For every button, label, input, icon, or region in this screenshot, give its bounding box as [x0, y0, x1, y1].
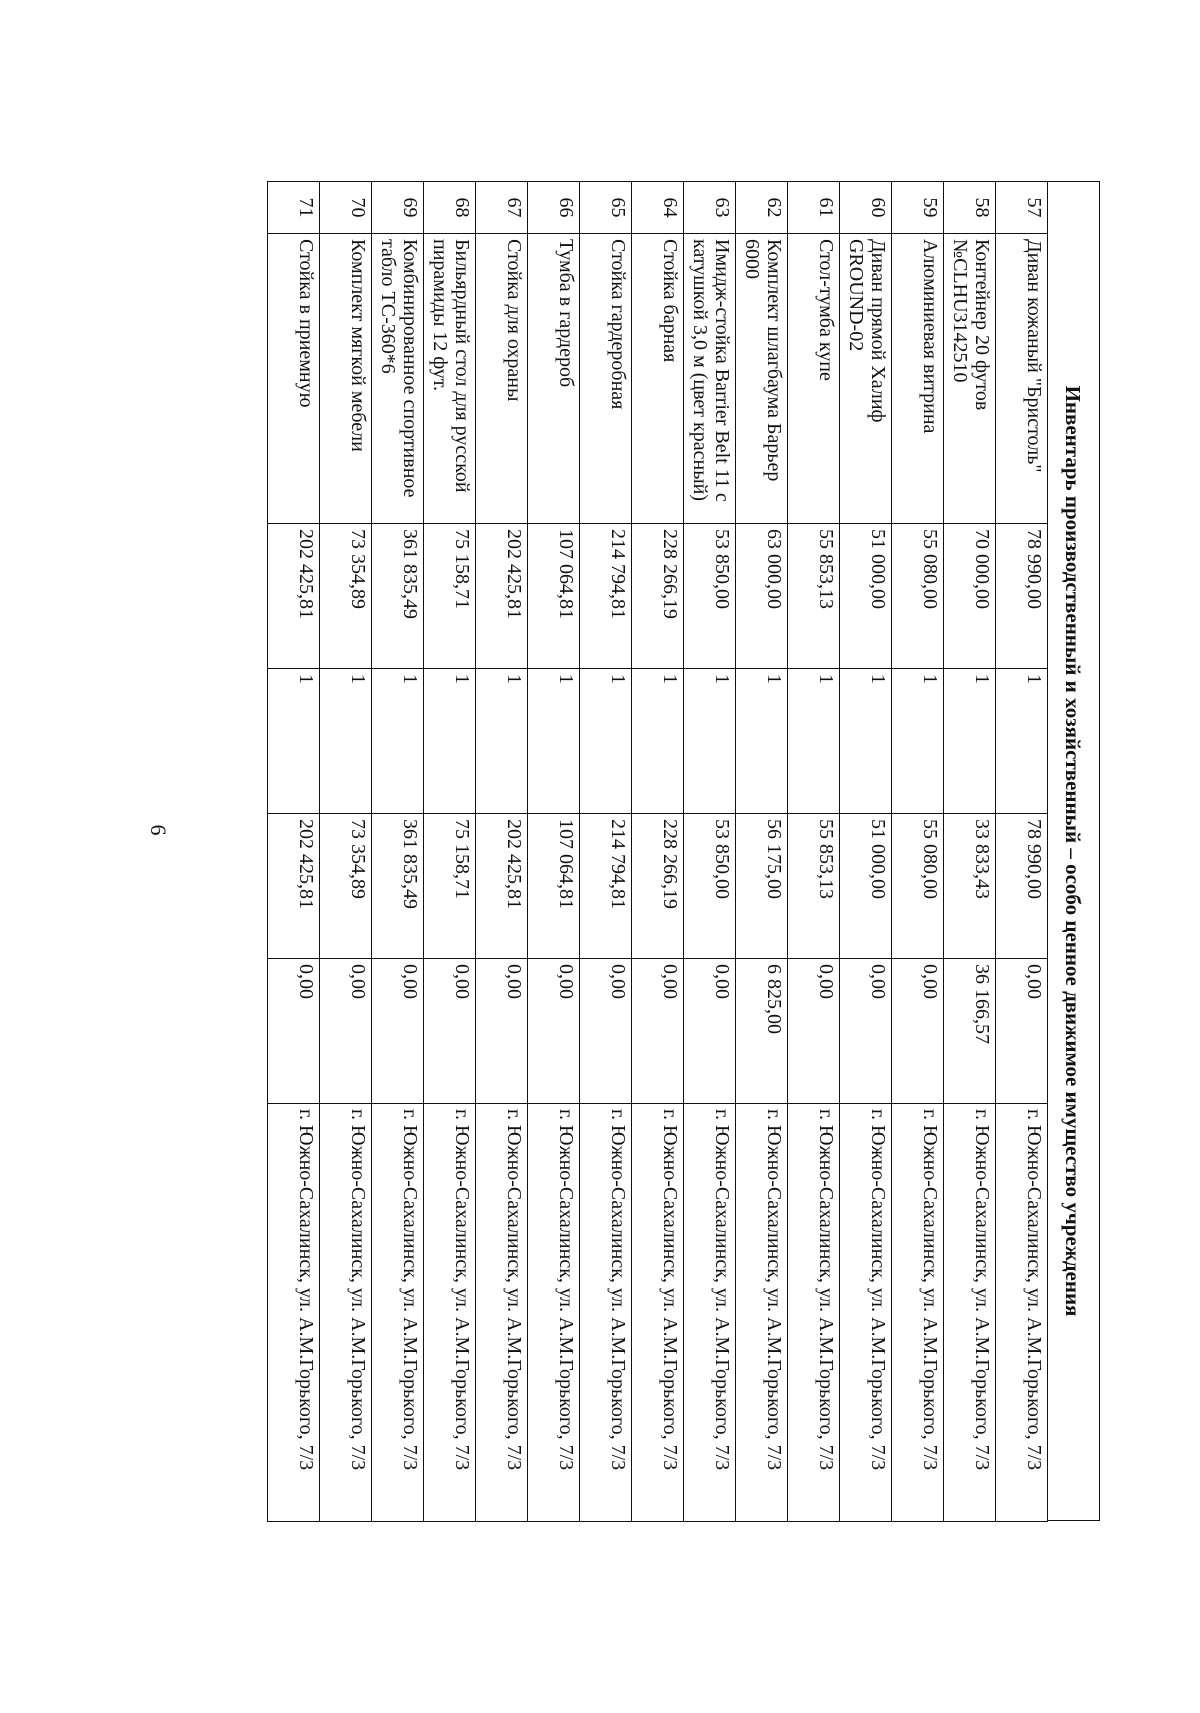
residual-value-cell: 0,00	[580, 959, 632, 1104]
address-cell: г. Южно-Сахалинск, ул. А.М.Горького, 7/3	[372, 1104, 424, 1522]
table-row	[788, 182, 840, 1522]
address-cell: г. Южно-Сахалинск, ул. А.М.Горького, 7/3	[840, 1104, 892, 1522]
address-cell: г. Южно-Сахалинск, ул. А.М.Горького, 7/3	[996, 1104, 1048, 1522]
item-name-cell: Комплект мягкой мебели	[320, 234, 372, 524]
table-title: Инвентарь производственный и хозяйственный – особо ценное движимое имущество учреждения	[1048, 181, 1100, 1521]
residual-value-cell: 0,00	[788, 959, 840, 1104]
address-cell: г. Южно-Сахалинск, ул. А.М.Горького, 7/3	[632, 1104, 684, 1522]
residual-value-cell: 0,00	[320, 959, 372, 1104]
initial-cost-cell: 78 990,00	[996, 524, 1048, 669]
residual-value-cell: 0,00	[476, 959, 528, 1104]
address-cell: г. Южно-Сахалинск, ул. А.М.Горького, 7/3	[476, 1104, 528, 1522]
table-row	[528, 182, 580, 1522]
quantity-cell: 1	[528, 669, 580, 814]
quantity-cell: 1	[684, 669, 736, 814]
residual-value-cell: 0,00	[424, 959, 476, 1104]
initial-cost-cell: 70 000,00	[944, 524, 996, 669]
table-row	[892, 182, 944, 1522]
depreciation-cell: 55 853,13	[788, 814, 840, 959]
residual-value-cell: 36 166,57	[944, 959, 996, 1104]
quantity-cell: 1	[944, 669, 996, 814]
residual-value-cell: 0,00	[528, 959, 580, 1104]
address-cell: г. Южно-Сахалинск, ул. А.М.Горького, 7/3	[944, 1104, 996, 1522]
residual-value-cell: 0,00	[632, 959, 684, 1104]
depreciation-cell: 56 175,00	[736, 814, 788, 959]
depreciation-cell: 55 080,00	[892, 814, 944, 959]
quantity-cell: 1	[840, 669, 892, 814]
initial-cost-cell: 228 266,19	[632, 524, 684, 669]
item-name-cell: Имидж-стойка Barrier Belt 11 с катушкой 3,0 м (цвет красный)	[684, 234, 736, 524]
row-number-cell: 65	[580, 182, 632, 234]
address-cell: г. Южно-Сахалинск, ул. А.М.Горького, 7/3	[424, 1104, 476, 1522]
table-row	[372, 182, 424, 1522]
address-cell: г. Южно-Сахалинск, ул. А.М.Горького, 7/3	[320, 1104, 372, 1522]
table-row	[944, 182, 996, 1522]
item-name-cell: Стойка барная	[632, 234, 684, 524]
row-number-cell: 71	[268, 182, 320, 234]
page-number: 6	[146, 824, 171, 836]
table-row	[736, 182, 788, 1522]
item-name-cell: Стол-тумба купе	[788, 234, 840, 524]
table-row	[424, 182, 476, 1522]
initial-cost-cell: 214 794,81	[580, 524, 632, 669]
quantity-cell: 1	[996, 669, 1048, 814]
item-name-cell: Контейнер 20 футов №CLHU3142510	[944, 234, 996, 524]
depreciation-cell: 33 833,43	[944, 814, 996, 959]
residual-value-cell: 0,00	[892, 959, 944, 1104]
row-number-cell: 66	[528, 182, 580, 234]
item-name-cell: Стойка в приемную	[268, 234, 320, 524]
table-row	[320, 182, 372, 1522]
quantity-cell: 1	[892, 669, 944, 814]
depreciation-cell: 214 794,81	[580, 814, 632, 959]
initial-cost-cell: 107 064,81	[528, 524, 580, 669]
item-name-cell: Диван прямой Халиф GROUND-02	[840, 234, 892, 524]
row-number-cell: 57	[996, 182, 1048, 234]
item-name-cell: Стойка для охраны	[476, 234, 528, 524]
address-cell: г. Южно-Сахалинск, ул. А.М.Горького, 7/3	[580, 1104, 632, 1522]
item-name-cell: Комплект шлагбаума Барьер 6000	[736, 234, 788, 524]
address-cell: г. Южно-Сахалинск, ул. А.М.Горького, 7/3	[736, 1104, 788, 1522]
initial-cost-cell: 63 000,00	[736, 524, 788, 669]
residual-value-cell: 6 825,00	[736, 959, 788, 1104]
row-number-cell: 61	[788, 182, 840, 234]
address-cell: г. Южно-Сахалинск, ул. А.М.Горького, 7/3	[892, 1104, 944, 1522]
quantity-cell: 1	[736, 669, 788, 814]
table-row	[476, 182, 528, 1522]
item-name-cell: Алюминиевая витрина	[892, 234, 944, 524]
row-number-cell: 59	[892, 182, 944, 234]
item-name-cell: Диван кожаный "Бристоль"	[996, 234, 1048, 524]
row-number-cell: 60	[840, 182, 892, 234]
inventory-table	[267, 181, 1048, 1522]
residual-value-cell: 0,00	[996, 959, 1048, 1104]
row-number-cell: 62	[736, 182, 788, 234]
depreciation-cell: 73 354,89	[320, 814, 372, 959]
initial-cost-cell: 202 425,81	[268, 524, 320, 669]
depreciation-cell: 78 990,00	[996, 814, 1048, 959]
depreciation-cell: 53 850,00	[684, 814, 736, 959]
row-number-cell: 63	[684, 182, 736, 234]
residual-value-cell: 0,00	[372, 959, 424, 1104]
depreciation-cell: 107 064,81	[528, 814, 580, 959]
address-cell: г. Южно-Сахалинск, ул. А.М.Горького, 7/3	[268, 1104, 320, 1522]
depreciation-cell: 361 835,49	[372, 814, 424, 959]
initial-cost-cell: 55 853,13	[788, 524, 840, 669]
item-name-cell: Комбинированное спортивное табло TC-360*6	[372, 234, 424, 524]
quantity-cell: 1	[632, 669, 684, 814]
depreciation-cell: 75 158,71	[424, 814, 476, 959]
initial-cost-cell: 361 835,49	[372, 524, 424, 669]
table-row	[684, 182, 736, 1522]
item-name-cell: Стойка гардеробная	[580, 234, 632, 524]
inventory-table-rotated	[180, 181, 1100, 1521]
quantity-cell: 1	[476, 669, 528, 814]
quantity-cell: 1	[320, 669, 372, 814]
item-name-cell: Тумба в гардероб	[528, 234, 580, 524]
quantity-cell: 1	[580, 669, 632, 814]
table-row	[632, 182, 684, 1522]
item-name-cell: Бильярдный стол для русской пирамиды 12 фут.	[424, 234, 476, 524]
address-cell: г. Южно-Сахалинск, ул. А.М.Горького, 7/3	[788, 1104, 840, 1522]
row-number-cell: 70	[320, 182, 372, 234]
depreciation-cell: 51 000,00	[840, 814, 892, 959]
depreciation-cell: 228 266,19	[632, 814, 684, 959]
row-number-cell: 64	[632, 182, 684, 234]
address-cell: г. Южно-Сахалинск, ул. А.М.Горького, 7/3	[684, 1104, 736, 1522]
quantity-cell: 1	[372, 669, 424, 814]
table-row	[580, 182, 632, 1522]
residual-value-cell: 0,00	[268, 959, 320, 1104]
table-row	[268, 182, 320, 1522]
initial-cost-cell: 75 158,71	[424, 524, 476, 669]
residual-value-cell: 0,00	[684, 959, 736, 1104]
row-number-cell: 68	[424, 182, 476, 234]
initial-cost-cell: 202 425,81	[476, 524, 528, 669]
quantity-cell: 1	[424, 669, 476, 814]
table-row	[996, 182, 1048, 1522]
quantity-cell: 1	[268, 669, 320, 814]
initial-cost-cell: 73 354,89	[320, 524, 372, 669]
row-number-cell: 69	[372, 182, 424, 234]
residual-value-cell: 0,00	[840, 959, 892, 1104]
row-number-cell: 58	[944, 182, 996, 234]
quantity-cell: 1	[788, 669, 840, 814]
initial-cost-cell: 53 850,00	[684, 524, 736, 669]
initial-cost-cell: 51 000,00	[840, 524, 892, 669]
depreciation-cell: 202 425,81	[476, 814, 528, 959]
initial-cost-cell: 55 080,00	[892, 524, 944, 669]
address-cell: г. Южно-Сахалинск, ул. А.М.Горького, 7/3	[528, 1104, 580, 1522]
table-row	[840, 182, 892, 1522]
row-number-cell: 67	[476, 182, 528, 234]
depreciation-cell: 202 425,81	[268, 814, 320, 959]
